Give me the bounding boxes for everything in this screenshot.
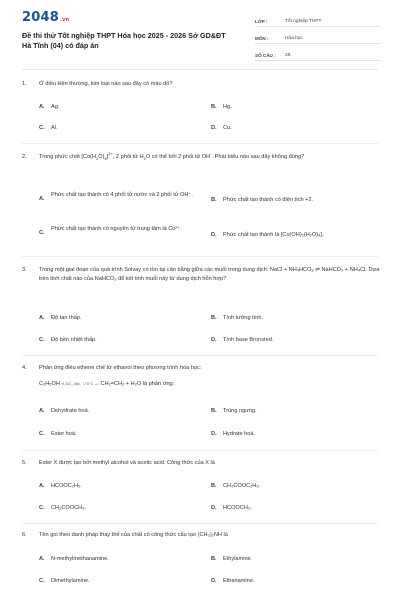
exam-title: Đề thi thử Tốt nghiệp THPT Hóa học 2025 - 2026 Sở GD&ĐT Hà Tĩnh (04) có đáp án <box>22 31 226 50</box>
option-d[interactable] <box>211 577 254 586</box>
question-number: 4. <box>22 365 27 371</box>
meta-key: MÔN : <box>255 36 269 41</box>
option-letter: A. <box>39 315 45 321</box>
option-text: Tính base Bronsted. <box>223 337 274 343</box>
option-text: Ag. <box>51 104 60 110</box>
option-text: Ester hoá. <box>51 431 77 437</box>
option-letter: D. <box>211 431 217 437</box>
option-text: Phức chất tạo thành có điện tích +2. <box>223 197 314 203</box>
option-d[interactable] <box>211 231 324 240</box>
option-letter: A. <box>39 483 45 489</box>
option-c[interactable] <box>39 577 90 586</box>
option-text: Phức chất tạo thành có nguyên tử trung tâm là Co²⁺. <box>51 226 182 232</box>
option-a[interactable] <box>39 407 89 416</box>
option-d[interactable] <box>211 124 232 133</box>
option-text: Tính lưỡng tính. <box>223 315 264 321</box>
option-letter: C. <box>39 337 45 343</box>
site-logo[interactable] <box>22 10 69 25</box>
option-d[interactable] <box>211 336 273 345</box>
meta-value: 28 <box>285 53 291 58</box>
option-a[interactable] <box>39 103 59 112</box>
question-body: Trong một giai đoạn của quá trình Solvay có tồn tại cân bằng giữa các muối trong dung dịch: NaCl + NH₄HCO₃ ⇌ NaHCO₃ + NH₄Cl. Dựa trên tính chất nào của NaHCO₃ để kết tinh muối này từ dung dịch hỗn hợp? <box>39 267 380 282</box>
question-body: Tên gọi theo danh pháp thay thế của chất có công thức cấu tạo (CH₃)₂NH là <box>39 532 228 538</box>
meta-row-subject <box>255 30 380 44</box>
question-divider <box>22 355 378 356</box>
meta-key: LỚP : <box>255 19 268 24</box>
reaction-arrow: → <box>93 381 99 387</box>
question-number: 5. <box>22 460 27 466</box>
text-part: Trong phức chất [Co(H <box>39 154 97 160</box>
question-2 <box>22 153 380 162</box>
text-part: . Phát biểu nào sau đây không đúng? <box>211 154 305 160</box>
question-equation <box>22 380 380 389</box>
text-part: O) <box>98 154 105 160</box>
question-3 <box>22 266 380 284</box>
option-c[interactable] <box>39 124 58 133</box>
question-number: 1. <box>22 81 27 87</box>
option-text: Phức chất tạo thành là [Co(OH)₂(H₂O)₄]. <box>223 232 324 238</box>
indent <box>22 380 39 389</box>
question-divider <box>22 256 378 257</box>
option-c[interactable] <box>39 430 77 439</box>
question-body: Ester X được tạo bởi methyl alcohol và acetic acid. Công thức của X là <box>39 460 215 466</box>
option-letter: C. <box>39 125 45 131</box>
text-part: ] <box>106 154 109 160</box>
question-divider <box>22 450 378 451</box>
option-letter: B. <box>211 315 217 321</box>
option-b[interactable] <box>211 314 263 323</box>
question-body: Phản ứng điều ethene chế từ ethanol theo phương trình hóa học: <box>39 365 202 371</box>
option-text: Dimethylamine. <box>51 578 90 584</box>
subscript: 2 <box>143 156 146 162</box>
option-b[interactable] <box>211 103 232 112</box>
option-c[interactable] <box>39 225 204 238</box>
option-text: Ethylamine. <box>223 556 253 562</box>
question-6 <box>22 531 380 540</box>
equation <box>39 380 380 389</box>
option-text: Hg. <box>223 104 232 110</box>
option-letter: B. <box>211 197 217 203</box>
text-part: , 2 phối tử H <box>112 154 144 160</box>
header-divider <box>22 69 378 70</box>
option-text: Dehydrate hoá. <box>51 408 90 414</box>
question-text <box>22 459 380 468</box>
option-text: Phức chất tạo thành có 4 phối tử nước và 2 phối tử OH⁻. <box>51 192 193 198</box>
option-text: Cu. <box>223 125 232 131</box>
option-b[interactable] <box>211 482 260 491</box>
meta-value: Hóa học <box>285 36 303 41</box>
meta-key: SỐ CÂU : <box>255 53 276 58</box>
option-b[interactable] <box>211 407 257 416</box>
option-letter: B. <box>211 104 217 110</box>
superscript: - <box>210 151 212 157</box>
option-letter: A. <box>39 104 45 110</box>
meta-row-class <box>255 13 380 27</box>
option-letter: A. <box>39 556 45 562</box>
question-1 <box>22 80 380 89</box>
question-text <box>22 153 380 162</box>
option-text: HCOOCH₃. <box>223 505 252 511</box>
option-letter: D. <box>211 125 217 131</box>
question-4 <box>22 364 380 389</box>
option-text: Hydrate hoá. <box>223 431 256 437</box>
question-text <box>22 364 380 373</box>
meta-row-count <box>255 47 380 61</box>
question-divider <box>22 523 378 524</box>
question-text <box>22 80 380 89</box>
subscript: 2 <box>96 156 99 162</box>
option-c[interactable] <box>39 336 97 345</box>
option-text: Độ bền nhiệt thấp. <box>51 337 97 343</box>
question-number: 3. <box>22 267 27 273</box>
option-letter: C. <box>39 431 45 437</box>
question-text <box>22 531 380 540</box>
option-d[interactable] <box>211 504 252 513</box>
option-letter: C. <box>39 578 45 584</box>
option-letter: B. <box>211 556 217 562</box>
option-text: CH₃COOCH₃. <box>51 505 87 511</box>
option-a[interactable] <box>39 555 109 564</box>
reaction-condition: H₂SO₄ đặc, 170°C <box>61 382 94 386</box>
option-text: Al. <box>51 125 58 131</box>
option-letter: C. <box>39 230 45 236</box>
option-c[interactable] <box>39 504 86 513</box>
option-letter: D. <box>211 337 217 343</box>
logo-suffix: .vn <box>59 17 70 23</box>
option-letter: D. <box>211 505 217 511</box>
subscript: 6 <box>104 156 107 162</box>
option-b[interactable] <box>211 196 313 205</box>
question-number: 6. <box>22 532 27 538</box>
logo-text: 2048 <box>22 10 59 25</box>
exam-meta <box>255 13 380 64</box>
option-text: Trùng ngưng. <box>223 408 257 414</box>
option-a[interactable] <box>39 482 82 491</box>
question-body: Ở điều kiện thường, kim loại nào sau đây có màu đỏ? <box>39 81 173 87</box>
question-number: 2. <box>22 154 27 160</box>
option-letter: B. <box>211 483 217 489</box>
question-divider <box>22 143 378 144</box>
option-a[interactable] <box>39 314 81 323</box>
text-part: O có thể bởi 2 phối tử OH <box>145 154 211 160</box>
option-letter: C. <box>39 505 45 511</box>
option-text: N-methylmethanamine. <box>51 556 109 562</box>
option-letter: A. <box>39 196 45 202</box>
meta-value: Tốt nghiệp THPT <box>285 19 322 24</box>
superscript: 2+ <box>108 151 113 157</box>
question-body <box>39 153 380 162</box>
option-text: HCOOC₂H₅. <box>51 483 82 489</box>
option-text: CH₃COOC₂H₅. <box>223 483 261 489</box>
option-d[interactable] <box>211 430 255 439</box>
option-b[interactable] <box>211 555 252 564</box>
equation-right: CH₂=CH₂ + H₂O là phản ứng: <box>100 381 175 387</box>
option-letter: D. <box>211 578 217 584</box>
option-a[interactable] <box>39 191 204 204</box>
equation-left: C₂H₅OH <box>39 381 60 387</box>
option-letter: B. <box>211 408 217 414</box>
question-5 <box>22 459 380 468</box>
option-letter: A. <box>39 408 45 414</box>
option-text: Ethanamine. <box>223 578 255 584</box>
question-text <box>22 266 380 284</box>
option-text: Độ tan thấp. <box>51 315 82 321</box>
option-letter: D. <box>211 232 217 238</box>
